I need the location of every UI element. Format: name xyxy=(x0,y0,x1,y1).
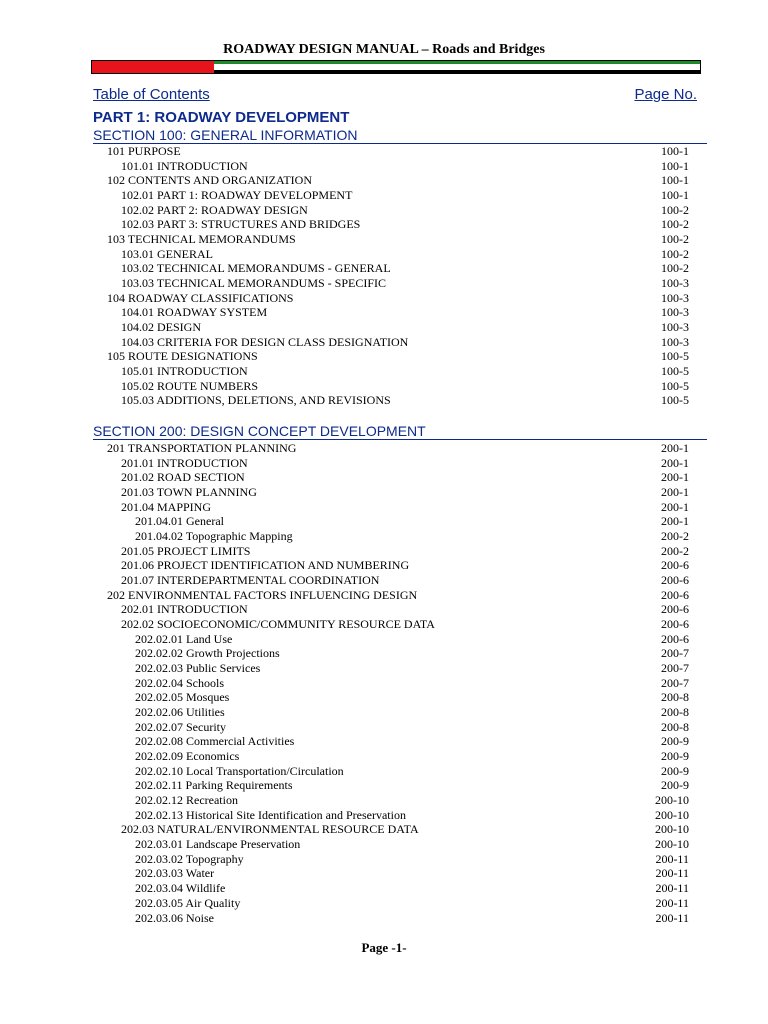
toc-entry-page: 200-1 xyxy=(661,485,689,500)
toc-entry[interactable] xyxy=(0,203,768,218)
toc-entry[interactable] xyxy=(0,866,768,881)
flag-red-band xyxy=(92,61,214,73)
toc-entry-page: 200-1 xyxy=(661,499,689,514)
toc-entry-page: 200-11 xyxy=(655,866,689,881)
toc-entry-page: 200-7 xyxy=(661,646,689,661)
toc-entry-title: 202.02.13 Historical Site Identification and Preservation xyxy=(135,807,406,822)
toc-entry-title: 101.01 INTRODUCTION xyxy=(121,158,248,173)
toc-entry[interactable] xyxy=(0,305,768,320)
toc-entry-title: 103.03 TECHNICAL MEMORANDUMS - SPECIFIC xyxy=(121,276,387,291)
toc-entry-page: 100-2 xyxy=(661,202,689,217)
toc-entry-title: 202.01 INTRODUCTION xyxy=(121,602,248,617)
toc-entry-title: 105.02 ROUTE NUMBERS xyxy=(121,378,259,393)
toc-heading: Table of Contents xyxy=(93,86,210,103)
toc-entry[interactable] xyxy=(0,217,768,232)
toc-entry-page: 200-7 xyxy=(661,661,689,676)
toc-entry-title: 201.06 PROJECT IDENTIFICATION AND NUMBERING xyxy=(121,558,410,573)
toc-entry-page: 200-9 xyxy=(661,734,689,749)
toc-entry-page: 200-1 xyxy=(661,455,689,470)
section-title-100: SECTION 100: GENERAL INFORMATION xyxy=(93,127,707,144)
toc-entry-title: 202.02.10 Local Transportation/Circulation xyxy=(135,763,344,778)
toc-entry-page: 100-2 xyxy=(661,217,689,232)
toc-entry[interactable] xyxy=(0,764,768,779)
toc-entry[interactable] xyxy=(0,558,768,573)
toc-entry[interactable] xyxy=(0,646,768,661)
toc-entry-title: 201.02 ROAD SECTION xyxy=(121,470,245,485)
toc-entry-page: 200-8 xyxy=(661,705,689,720)
toc-entry-title: 202.02.03 Public Services xyxy=(135,661,261,676)
toc-entry-title: 202.03.05 Air Quality xyxy=(135,895,241,910)
toc-entry[interactable] xyxy=(0,822,768,837)
toc-entry-title: 104.01 ROADWAY SYSTEM xyxy=(121,305,268,320)
toc-entry[interactable] xyxy=(0,734,768,749)
toc-entry-title: 102.01 PART 1: ROADWAY DEVELOPMENT xyxy=(121,188,353,203)
toc-entry[interactable] xyxy=(0,808,768,823)
toc-entry-page: 200-2 xyxy=(661,543,689,558)
toc-entry-page: 200-7 xyxy=(661,675,689,690)
toc-entry[interactable] xyxy=(0,379,768,394)
toc-entry-page: 200-8 xyxy=(661,719,689,734)
toc-entry-title: 202.02.04 Schools xyxy=(135,675,225,690)
toc-entry-page: 200-9 xyxy=(661,763,689,778)
toc-entry-page: 200-9 xyxy=(661,778,689,793)
toc-entry-title: 202.02.02 Growth Projections xyxy=(135,646,280,661)
toc-entry-page: 200-11 xyxy=(655,851,689,866)
toc-entry[interactable] xyxy=(0,441,768,456)
page-header-title: ROADWAY DESIGN MANUAL – Roads and Bridges xyxy=(223,42,545,57)
toc-entry-page: 200-8 xyxy=(661,690,689,705)
toc-entry[interactable] xyxy=(0,232,768,247)
toc-entry-page: 100-3 xyxy=(661,290,689,305)
page-footer: Page -1- xyxy=(361,940,407,955)
toc-entry-title: 202 ENVIRONMENTAL FACTORS INFLUENCING DESIGN xyxy=(107,587,418,602)
toc-entry-page: 100-3 xyxy=(661,334,689,349)
toc-entry[interactable] xyxy=(0,529,768,544)
toc-entry[interactable] xyxy=(0,349,768,364)
toc-entry[interactable] xyxy=(0,617,768,632)
toc-entry[interactable] xyxy=(0,852,768,867)
part-title: PART 1: ROADWAY DEVELOPMENT xyxy=(93,109,350,126)
toc-entry-title: 201.05 PROJECT LIMITS xyxy=(121,543,251,558)
toc-entry[interactable] xyxy=(0,261,768,276)
toc-entry[interactable] xyxy=(0,276,768,291)
toc-entry[interactable] xyxy=(0,514,768,529)
toc-entry-page: 100-2 xyxy=(661,232,689,247)
toc-entry[interactable] xyxy=(0,602,768,617)
toc-entry-title: 202.02.11 Parking Requirements xyxy=(135,778,293,793)
toc-entry-page: 200-1 xyxy=(661,470,689,485)
toc-entry-title: 102.02 PART 2: ROADWAY DESIGN xyxy=(121,202,308,217)
toc-entry-page: 200-6 xyxy=(661,602,689,617)
flag-banner xyxy=(91,60,701,74)
toc-entry[interactable] xyxy=(0,690,768,705)
toc-entry[interactable] xyxy=(0,632,768,647)
toc-entry-title: 103.01 GENERAL xyxy=(121,246,213,261)
toc-entry-title: 201.03 TOWN PLANNING xyxy=(121,485,257,500)
toc-entry-page: 200-6 xyxy=(661,617,689,632)
toc-entry-page: 100-3 xyxy=(661,305,689,320)
toc-entry-page: 200-9 xyxy=(661,749,689,764)
toc-entry[interactable] xyxy=(0,159,768,174)
toc-entry-page: 100-1 xyxy=(661,144,689,158)
toc-entry-title: 105.03 ADDITIONS, DELETIONS, AND REVISIONS xyxy=(121,393,391,408)
toc-entry[interactable] xyxy=(0,573,768,588)
toc-entry[interactable] xyxy=(0,911,768,926)
toc-entry[interactable] xyxy=(0,470,768,485)
toc-entry[interactable] xyxy=(0,364,768,379)
toc-entry[interactable] xyxy=(0,544,768,559)
toc-entry-title: 202.02.01 Land Use xyxy=(135,631,233,646)
toc-entry[interactable] xyxy=(0,720,768,735)
toc-entry-title: 104.02 DESIGN xyxy=(121,320,201,335)
toc-entry-title: 202.03 NATURAL/ENVIRONMENTAL RESOURCE DATA xyxy=(121,822,419,837)
toc-entry[interactable] xyxy=(0,393,768,408)
toc-entry[interactable] xyxy=(0,793,768,808)
toc-entry-page: 200-6 xyxy=(661,631,689,646)
toc-entry-title: 104 ROADWAY CLASSIFICATIONS xyxy=(107,290,294,305)
toc-entry[interactable] xyxy=(0,335,768,350)
toc-entry-title: 202.03.06 Noise xyxy=(135,910,214,925)
toc-entry[interactable] xyxy=(0,247,768,262)
toc-entry[interactable] xyxy=(0,661,768,676)
toc-entry-title: 105 ROUTE DESIGNATIONS xyxy=(107,349,258,364)
section-title-200: SECTION 200: DESIGN CONCEPT DEVELOPMENT xyxy=(93,423,707,440)
toc-entry-page: 100-3 xyxy=(661,320,689,335)
toc-entry[interactable] xyxy=(0,500,768,515)
toc-entry[interactable] xyxy=(0,896,768,911)
toc-entry-title: 202.03.02 Topography xyxy=(135,851,244,866)
toc-entry[interactable] xyxy=(0,291,768,306)
toc-entry-page: 200-10 xyxy=(655,793,689,808)
toc-entry[interactable] xyxy=(0,778,768,793)
toc-entry[interactable] xyxy=(0,320,768,335)
toc-entry-page: 200-6 xyxy=(661,587,689,602)
toc-entry-title: 201.01 INTRODUCTION xyxy=(121,455,248,470)
toc-entry-page: 200-11 xyxy=(655,910,689,925)
toc-entry-page: 200-11 xyxy=(655,895,689,910)
toc-entry[interactable] xyxy=(0,837,768,852)
toc-entry-title: 202.02 SOCIOECONOMIC/COMMUNITY RESOURCE DATA xyxy=(121,617,435,632)
toc-entry-title: 202.02.12 Recreation xyxy=(135,793,238,808)
toc-entry-title: 202.03.04 Wildlife xyxy=(135,881,226,896)
toc-entry-title: 202.02.08 Commercial Activities xyxy=(135,734,295,749)
toc-entry[interactable] xyxy=(0,676,768,691)
toc-entry-page: 100-1 xyxy=(661,173,689,188)
toc-entry-page: 200-1 xyxy=(661,441,689,455)
toc-entry-page: 200-6 xyxy=(661,573,689,588)
toc-entry[interactable] xyxy=(0,588,768,603)
page-no-heading: Page No. xyxy=(634,86,697,103)
toc-entry-title: 201.04 MAPPING xyxy=(121,499,212,514)
toc-entry-title: 104.03 CRITERIA FOR DESIGN CLASS DESIGNATION xyxy=(121,334,409,349)
toc-entry-title: 103 TECHNICAL MEMORANDUMS xyxy=(107,232,296,247)
toc-entry-page: 200-6 xyxy=(661,558,689,573)
toc-entry-title: 202.02.07 Security xyxy=(135,719,226,734)
toc-entry-title: 202.03.03 Water xyxy=(135,866,215,881)
toc-entry-page: 200-10 xyxy=(655,807,689,822)
toc-entry-page: 200-10 xyxy=(655,837,689,852)
toc-entry-page: 200-1 xyxy=(661,514,689,529)
toc-entry-page: 100-1 xyxy=(661,158,689,173)
toc-list-section-200 xyxy=(0,441,768,925)
toc-entry-title: 202.02.09 Economics xyxy=(135,749,240,764)
toc-entry[interactable] xyxy=(0,456,768,471)
toc-entry-page: 100-5 xyxy=(661,349,689,364)
toc-entry[interactable] xyxy=(0,173,768,188)
toc-entry[interactable] xyxy=(0,881,768,896)
toc-entry[interactable] xyxy=(0,188,768,203)
toc-entry-title: 103.02 TECHNICAL MEMORANDUMS - GENERAL xyxy=(121,261,391,276)
toc-entry-title: 202.02.06 Utilities xyxy=(135,705,225,720)
toc-entry-title: 202.03.01 Landscape Preservation xyxy=(135,837,301,852)
toc-entry-page: 200-10 xyxy=(655,822,689,837)
toc-entry-title: 102 CONTENTS AND ORGANIZATION xyxy=(107,173,312,188)
toc-entry-title: 201.04.01 General xyxy=(135,514,224,529)
toc-entry-title: 201.04.02 Topographic Mapping xyxy=(135,529,293,544)
toc-entry-title: 201 TRANSPORTATION PLANNING xyxy=(107,441,297,455)
toc-entry-page: 100-2 xyxy=(661,246,689,261)
toc-entry-page: 100-5 xyxy=(661,393,689,408)
toc-entry-page: 100-5 xyxy=(661,364,689,379)
toc-entry-title: 102.03 PART 3: STRUCTURES AND BRIDGES xyxy=(121,217,361,232)
toc-entry-page: 100-2 xyxy=(661,261,689,276)
toc-entry[interactable] xyxy=(0,144,768,159)
toc-entry-title: 105.01 INTRODUCTION xyxy=(121,364,248,379)
toc-entry-page: 100-1 xyxy=(661,188,689,203)
toc-entry-title: 201.07 INTERDEPARTMENTAL COORDINATION xyxy=(121,573,380,588)
toc-entry-page: 100-5 xyxy=(661,378,689,393)
toc-entry-page: 200-11 xyxy=(655,881,689,896)
toc-entry-title: 202.02.05 Mosques xyxy=(135,690,230,705)
toc-entry[interactable] xyxy=(0,705,768,720)
toc-entry-page: 200-2 xyxy=(661,529,689,544)
toc-entry[interactable] xyxy=(0,485,768,500)
flag-black-band xyxy=(214,70,700,73)
toc-entry-title: 101 PURPOSE xyxy=(107,144,181,158)
toc-entry-page: 100-3 xyxy=(661,276,689,291)
toc-list-section-100 xyxy=(0,144,768,408)
toc-entry[interactable] xyxy=(0,749,768,764)
